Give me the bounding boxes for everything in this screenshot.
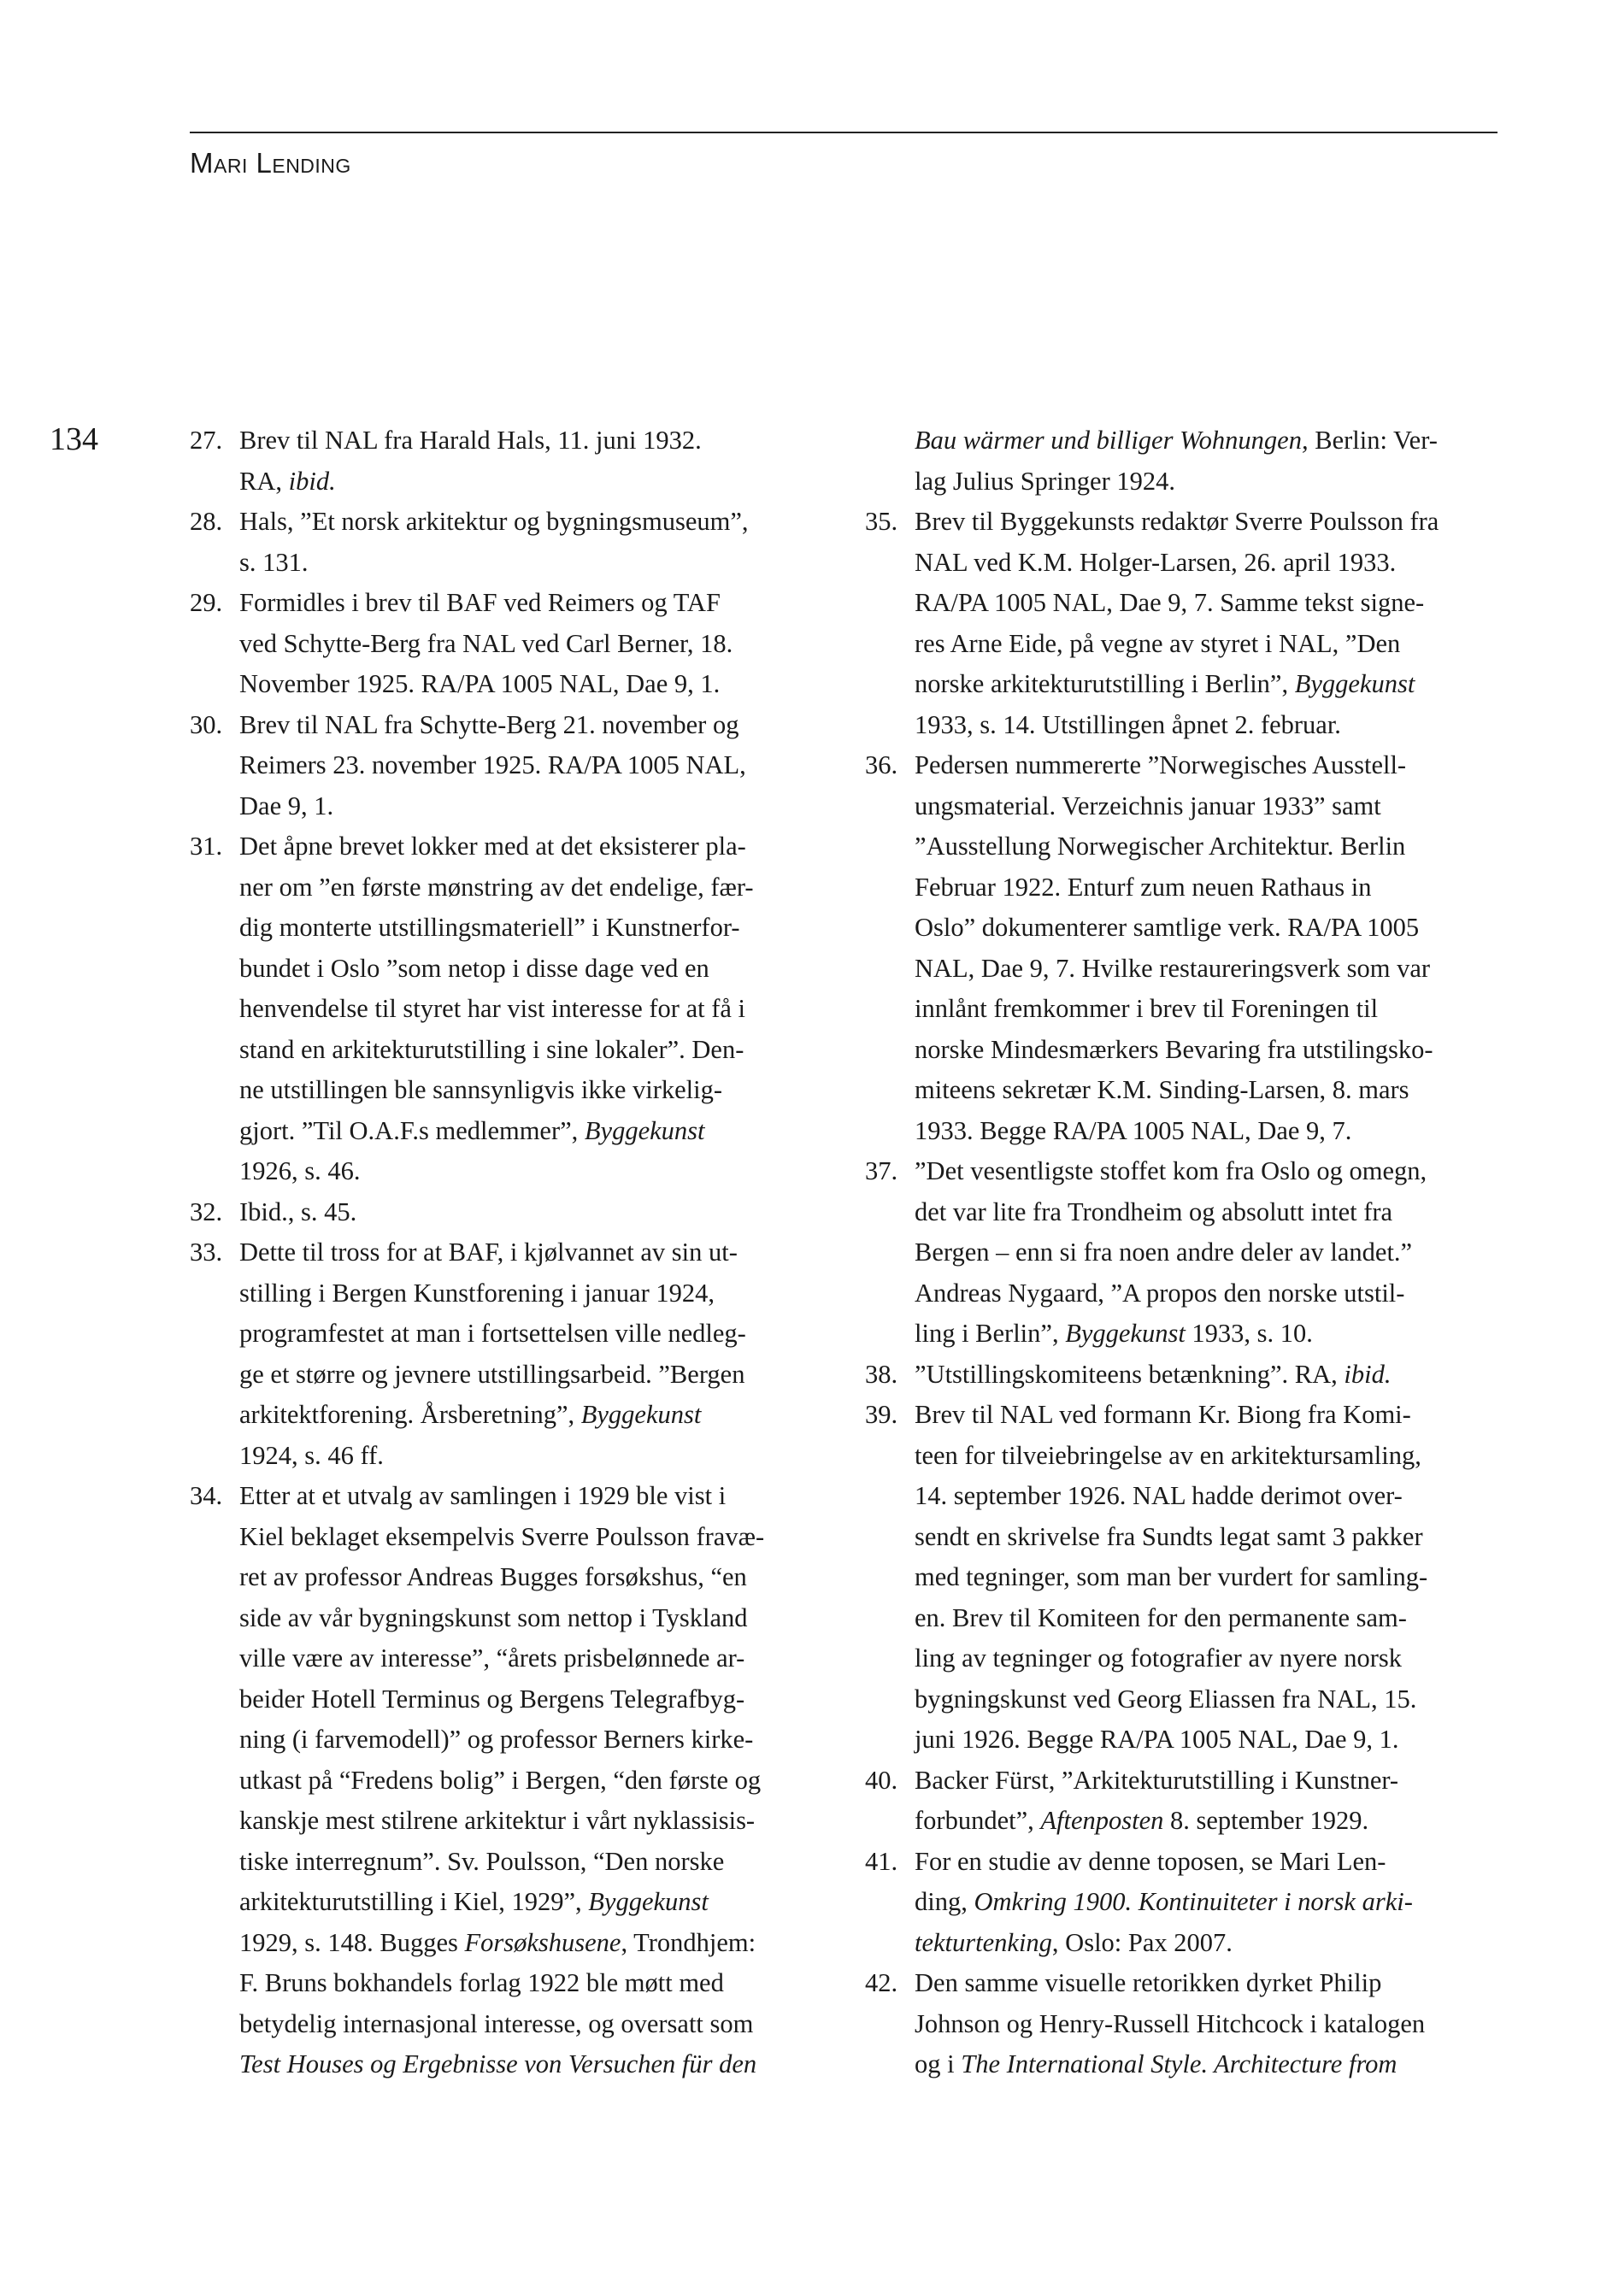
notes-column-left	[190, 420, 818, 2085]
footnote-29	[190, 583, 818, 705]
footnote-28	[190, 502, 818, 583]
footnote-line: NAL ved K.M. Holger-Larsen, 26. april 1933.	[915, 547, 1397, 577]
footnote-line: arkitektforening. Årsberetning”, Byggekunst	[239, 1400, 702, 1429]
footnote-31	[190, 826, 818, 1192]
footnote-line: side av vår bygningskunst som nettop i Tyskland	[239, 1602, 748, 1632]
footnote-line: 14. september 1926. NAL hadde derimot over-	[915, 1481, 1403, 1510]
footnote-line: RA/PA 1005 NAL, Dae 9, 7. Samme tekst signe-	[915, 588, 1425, 617]
footnote-40	[865, 1761, 1508, 1842]
footnote-line: Kiel beklaget eksempelvis Sverre Poulsson fravæ-	[239, 1521, 765, 1551]
footnote-line: Pedersen nummererte ”Norwegisches Ausstell-	[915, 750, 1407, 779]
footnote-line: Etter at et utvalg av samlingen i 1929 ble vist i	[239, 1481, 727, 1510]
footnote-line: tekturtenking, Oslo: Pax 2007.	[915, 1927, 1233, 1957]
footnote-number: 37.	[865, 1156, 898, 1185]
footnote-line: miteens sekretær K.M. Sinding-Larsen, 8. mars	[915, 1075, 1409, 1104]
footnote-33	[190, 1232, 818, 1476]
footnote-number: 35.	[865, 507, 898, 536]
footnote-line: en. Brev til Komiteen for den permanente sam-	[915, 1602, 1407, 1632]
footnote-line: Andreas Nygaard, ”A propos den norske utstil-	[915, 1278, 1405, 1308]
footnote-line: ”Ausstellung Norwegischer Architektur. Berlin	[915, 832, 1406, 861]
footnote-number: 40.	[865, 1765, 898, 1795]
footnote-line: 1933, s. 14. Utstillingen åpnet 2. februar.	[915, 709, 1341, 739]
footnote-line: Bergen – enn si fra noen andre deler av landet.”	[915, 1238, 1413, 1267]
footnote-line: Hals, ”Et norsk arkitektur og bygningsmuseum”,	[239, 507, 749, 536]
footnote-line: Bau wärmer und billiger Wohnungen, Berlin: Ver-	[915, 426, 1438, 455]
footnote-line: ning (i farvemodell)” og professor Berners kirke-	[239, 1725, 754, 1754]
footnote-line: programfestet at man i fortsettelsen ville nedleg-	[239, 1319, 746, 1348]
footnote-42	[865, 1963, 1508, 2085]
footnote-line: res Arne Eide, på vegne av styret i NAL, ”Den	[915, 628, 1401, 658]
footnote-line: Backer Fürst, ”Arkitekturutstilling i Kunstner-	[915, 1765, 1399, 1795]
footnote-number: 39.	[865, 1400, 898, 1429]
footnote-line: juni 1926. Begge RA/PA 1005 NAL, Dae 9, 1.	[915, 1725, 1399, 1754]
footnote-line: kanskje mest stilrene arkitektur i vårt nyklassisis-	[239, 1806, 756, 1835]
footnote-number: 32.	[190, 1196, 223, 1226]
footnote-line: Brev til NAL fra Harald Hals, 11. juni 1932.	[239, 426, 702, 455]
footnote-line: lag Julius Springer 1924.	[915, 466, 1175, 496]
footnote-line: norske Mindesmærkers Bevaring fra utstilingsko-	[915, 1034, 1433, 1064]
footnote-39	[865, 1395, 1508, 1761]
footnote-36	[865, 745, 1508, 1151]
footnote-line: det var lite fra Trondheim og absolutt intet fra	[915, 1196, 1393, 1226]
footnote-number: 33.	[190, 1238, 223, 1267]
footnote-line: ding, Omkring 1900. Kontinuiteter i norsk arki-	[915, 1887, 1413, 1916]
footnote-line: Den samme visuelle retorikken dyrket Philip	[915, 1968, 1382, 1997]
footnote-41	[865, 1842, 1508, 1964]
footnote-27	[190, 420, 818, 502]
footnote-line: bundet i Oslo ”som netop i disse dage ved en	[239, 953, 709, 983]
footnote-line: Johnson og Henry-Russell Hitchcock i katalogen	[915, 2008, 1426, 2038]
footnote-number: 42.	[865, 1968, 898, 1997]
footnote-30	[190, 705, 818, 827]
footnote-34	[190, 1476, 818, 2085]
footnote-line: ville være av interesse”, “årets prisbelønnede ar-	[239, 1643, 745, 1673]
footnote-number: 36.	[865, 750, 898, 779]
footnote-line: Test Houses og Ergebnisse von Versuchen für den	[239, 2049, 757, 2078]
footnote-number: 27.	[190, 426, 223, 455]
footnote-line: og i The International Style. Architecture from	[915, 2049, 1397, 2078]
footnote-line: 1926, s. 46.	[239, 1156, 361, 1185]
footnote-line: med tegninger, som man ber vurdert for samling-	[915, 1562, 1428, 1591]
footnote-line: Reimers 23. november 1925. RA/PA 1005 NAL,	[239, 750, 746, 779]
footnote-line: forbundet”, Aftenposten 8. september 1929.	[915, 1806, 1369, 1835]
footnote-37	[865, 1151, 1508, 1355]
footnote-32	[190, 1192, 818, 1233]
footnote-number: 34.	[190, 1481, 223, 1510]
footnote-line: sendt en skrivelse fra Sundts legat samt 3 pakker	[915, 1521, 1423, 1551]
footnote-line: stand en arkitekturutstilling i sine lokaler”. Den-	[239, 1034, 744, 1064]
running-head: Mari Lending	[190, 147, 351, 179]
footnote-number: 29.	[190, 588, 223, 617]
footnote-line: RA, ibid.	[239, 466, 336, 496]
footnote-number: 38.	[865, 1359, 898, 1389]
footnote-line: ”Det vesentligste stoffet kom fra Oslo og omegn,	[915, 1156, 1427, 1185]
footnote-line: s. 131.	[239, 547, 309, 577]
footnote-line: stilling i Bergen Kunstforening i januar 1924,	[239, 1278, 715, 1308]
footnote-continuation	[865, 420, 1508, 502]
footnote-line: 1933. Begge RA/PA 1005 NAL, Dae 9, 7.	[915, 1115, 1352, 1145]
footnote-line: dig monterte utstillingsmateriell” i Kunstnerfor-	[239, 913, 740, 942]
page-number: 134	[50, 421, 98, 457]
footnote-number: 31.	[190, 832, 223, 861]
footnote-line: bygningskunst ved Georg Eliassen fra NAL, 15.	[915, 1684, 1417, 1714]
footnote-line: ved Schytte-Berg fra NAL ved Carl Berner, 18.	[239, 628, 733, 658]
footnote-line: For en studie av denne toposen, se Mari Len-	[915, 1846, 1386, 1876]
footnote-line: ne utstillingen ble sannsynligvis ikke virkelig-	[239, 1075, 723, 1104]
footnote-number: 41.	[865, 1846, 898, 1876]
footnote-line: ”Utstillingskomiteens betænkning”. RA, ibid.	[915, 1359, 1392, 1389]
footnote-line: ret av professor Andreas Bugges forsøkshus, “en	[239, 1562, 747, 1591]
footnote-38	[865, 1355, 1508, 1396]
footnote-line: ge et større og jevnere utstillingsarbeid. ”Bergen	[239, 1359, 745, 1389]
footnote-line: teen for tilveiebringelse av en arkitektursamling,	[915, 1440, 1421, 1470]
footnote-line: Brev til NAL fra Schytte-Berg 21. november og	[239, 709, 739, 739]
footnote-line: Formidles i brev til BAF ved Reimers og TAF	[239, 588, 721, 617]
footnote-line: 1924, s. 46 ff.	[239, 1440, 384, 1470]
footnote-line: Oslo” dokumenterer samtlige verk. RA/PA 1005	[915, 913, 1420, 942]
footnote-line: innlånt fremkommer i brev til Foreningen til	[915, 994, 1379, 1023]
footnote-number: 28.	[190, 507, 223, 536]
footnote-line: betydelig internasjonal interesse, og oversatt som	[239, 2008, 754, 2038]
footnote-line: arkitekturutstilling i Kiel, 1929”, Byggekunst	[239, 1887, 709, 1916]
footnote-line: norske arkitekturutstilling i Berlin”, Byggekunst	[915, 669, 1415, 698]
footnote-line: Brev til NAL ved formann Kr. Biong fra Komi-	[915, 1400, 1411, 1429]
footnote-line: gjort. ”Til O.A.F.s medlemmer”, Byggekunst	[239, 1115, 705, 1145]
footnote-line: Det åpne brevet lokker med at det eksisterer pla-	[239, 832, 746, 861]
footnote-line: ungsmaterial. Verzeichnis januar 1933” samt	[915, 791, 1381, 820]
footnote-35	[865, 502, 1508, 745]
footnote-line: Dette til tross for at BAF, i kjølvannet av sin ut-	[239, 1238, 738, 1267]
footnote-line: Brev til Byggekunsts redaktør Sverre Poulsson fra	[915, 507, 1439, 536]
footnote-line: ner om ”en første mønstring av det endelige, fær-	[239, 872, 754, 902]
footnote-line: tiske interregnum”. Sv. Poulsson, “Den norske	[239, 1846, 725, 1876]
footnote-line: henvendelse til styret har vist interesse for at få i	[239, 994, 746, 1023]
footnote-line: Dae 9, 1.	[239, 791, 334, 820]
footnote-line: 1929, s. 148. Bugges Forsøkshusene, Trondhjem:	[239, 1927, 756, 1957]
footnote-line: NAL, Dae 9, 7. Hvilke restaureringsverk som var	[915, 953, 1431, 983]
header-rule	[190, 132, 1497, 133]
notes-column-right	[865, 420, 1508, 2085]
footnote-line: Ibid., s. 45.	[239, 1196, 357, 1226]
footnote-line: November 1925. RA/PA 1005 NAL, Dae 9, 1.	[239, 669, 721, 698]
footnote-line: ling i Berlin”, Byggekunst 1933, s. 10.	[915, 1319, 1313, 1348]
footnote-line: ling av tegninger og fotografier av nyere norsk	[915, 1643, 1402, 1673]
footnote-line: beider Hotell Terminus og Bergens Telegrafbyg-	[239, 1684, 745, 1714]
footnote-line: F. Bruns bokhandels forlag 1922 ble møtt med	[239, 1968, 724, 1997]
footnote-line: utkast på “Fredens bolig” i Bergen, “den første og	[239, 1765, 762, 1795]
footnote-line: Februar 1922. Enturf zum neuen Rathaus in	[915, 872, 1372, 902]
footnote-number: 30.	[190, 709, 223, 739]
